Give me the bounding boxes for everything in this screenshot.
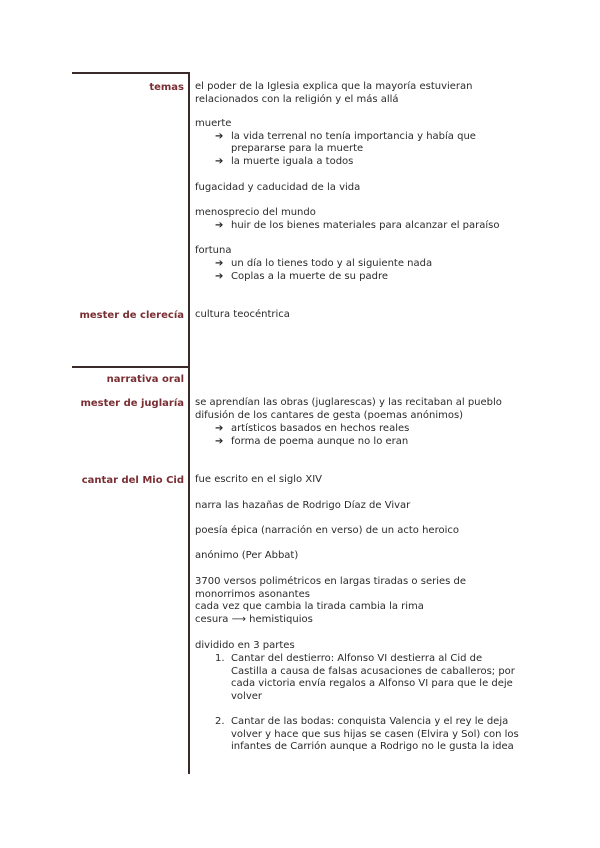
cid-line: 3700 versos polimétricos en largas tiradas o series de [195, 576, 467, 587]
label-mester-de-juglaria: mester de juglaría [80, 398, 184, 409]
clerecia-text: cultura teocéntrica [195, 309, 290, 320]
temas-line: el poder de la Iglesia explica que la mayoría estuvieran [195, 81, 473, 92]
part-line: cada victoria envía regalos a Alfonso VI para que le deje [231, 678, 513, 689]
part-line: volver [231, 691, 262, 702]
juglaria-line: se aprendían las obras (juglarescas) y las recitaban al pueblo [195, 397, 502, 408]
label-mester-de-clerecia: mester de clerecía [79, 310, 184, 321]
part-line: volver y hace que sus hijas se casen (Elvira y Sol) con los [231, 729, 519, 740]
label-temas: temas [149, 82, 184, 93]
fugacidad-line: fugacidad y caducidad de la vida [195, 182, 361, 193]
part-number: 2. [215, 716, 225, 727]
part-line: Cantar del destierro: Alfonso VI destierra al Cid de [231, 653, 483, 664]
fortuna-title: fortuna [195, 245, 232, 256]
arrow-icon: ➔ [215, 271, 224, 282]
bullet-item: ➔ artísticos basados en hechos reales [215, 423, 410, 434]
bullet-item: ➔ un día lo tienes todo y al siguiente nada [215, 258, 433, 269]
bullet-item: ➔ huir de los bienes materiales para alcanzar el paraíso [215, 220, 500, 231]
cid-line: cada vez que cambia la tirada cambia la rima [195, 601, 424, 612]
cid-line: cesura ⟶ hemistiquios [195, 614, 313, 625]
cid-line: poesía épica (narración en verso) de un acto heroico [195, 525, 459, 536]
bullet-item: ➔ forma de poema aunque no lo eran [215, 436, 409, 447]
bullet-item: ➔ la vida terrenal no tenía importancia y había que [215, 131, 476, 142]
temas-line: relacionados con la religión y el más allá [195, 94, 399, 105]
arrow-icon: ➔ [215, 423, 224, 434]
label-narrativa-oral: narrativa oral [106, 374, 184, 385]
vertical-rule [188, 72, 190, 774]
menosprecio-title: menosprecio del mundo [195, 207, 316, 218]
cid-line: fue escrito en el siglo XIV [195, 474, 322, 485]
bullet-item: ➔ la muerte iguala a todos [215, 156, 354, 167]
bullet-item: ➔ Coplas a la muerte de su padre [215, 271, 389, 282]
cid-division: dividido en 3 partes [195, 640, 295, 651]
cid-line: narra las hazañas de Rodrigo Díaz de Vivar [195, 500, 411, 511]
muerte-title: muerte [195, 118, 232, 129]
arrow-icon: ➔ [215, 220, 224, 231]
cid-line: monorrimos asonantes [195, 589, 310, 600]
arrow-icon: ➔ [215, 131, 224, 142]
label-cantar-del-mio-cid: cantar del Mio Cid [81, 475, 184, 486]
arrow-icon: ➔ [215, 156, 224, 167]
part-line: Castilla a causa de falsas acusaciones de caballeros; por [231, 666, 515, 677]
cid-line: anónimo (Per Abbat) [195, 550, 299, 561]
section-rule [72, 366, 190, 368]
bullet-continuation: prepararse para la muerte [231, 143, 364, 154]
top-rule [72, 72, 190, 74]
part-number: 1. [215, 653, 225, 664]
part-line: infantes de Carrión aunque a Rodrigo no le gusta la idea [231, 741, 514, 752]
arrow-icon: ➔ [215, 436, 224, 447]
juglaria-line: difusión de los cantares de gesta (poemas anónimos) [195, 410, 464, 421]
part-line: Cantar de las bodas: conquista Valencia y el rey le deja [231, 716, 509, 727]
arrow-icon: ➔ [215, 258, 224, 269]
